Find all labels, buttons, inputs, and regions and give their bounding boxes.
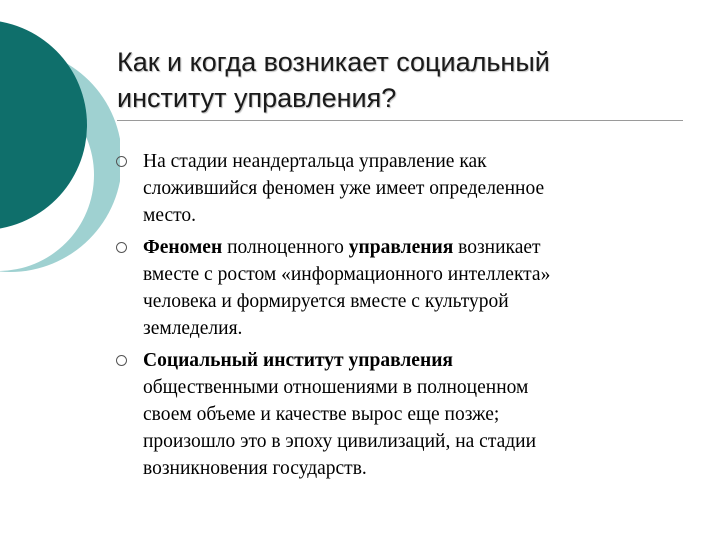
bullet-item: [116, 148, 676, 229]
slide-title: [117, 44, 697, 116]
bullet-circle-icon: [116, 156, 127, 167]
title-line: институт управления?: [117, 83, 397, 113]
bold-term: управления: [348, 237, 454, 258]
bullet-text: [143, 148, 676, 229]
bullet-line: своем объеме и качестве вырос еще позже;: [143, 404, 500, 425]
title-divider: [117, 120, 683, 121]
bullet-line: На стадии неандертальца управление как: [143, 151, 487, 172]
bold-term: Социальный институт управления: [143, 350, 453, 371]
bullet-line: вместе с ростом «информационного интеллекта»: [143, 264, 551, 285]
bullet-item: [116, 234, 676, 342]
bullet-circle-icon: [116, 242, 127, 253]
plain-text: полноценного: [222, 237, 349, 258]
bullet-line: земледелия.: [143, 318, 243, 339]
bullet-line: [143, 234, 676, 261]
bullet-line: сложившийся феномен уже имеет определенное: [143, 178, 545, 199]
bullet-line: возникновения государств.: [143, 458, 367, 479]
bullet-text: [143, 347, 676, 482]
bullet-circle-icon: [116, 355, 127, 366]
bullet-text: [143, 234, 676, 342]
bullet-line: произошло это в эпоху цивилизаций, на стадии: [143, 431, 537, 452]
bold-term: Феномен: [143, 237, 223, 258]
bullet-line: место.: [143, 205, 197, 226]
title-line: Как и когда возникает социальный: [117, 47, 550, 77]
bullet-line: общественными отношениями в полноценном: [143, 377, 529, 398]
plain-text: возникает: [453, 237, 541, 258]
bullet-line: человека и формируется вместе с культурой: [143, 291, 509, 312]
bullet-line: [143, 347, 676, 374]
bullet-list: [116, 148, 676, 487]
decorative-circles: [0, 0, 120, 300]
bullet-item: [116, 347, 676, 482]
